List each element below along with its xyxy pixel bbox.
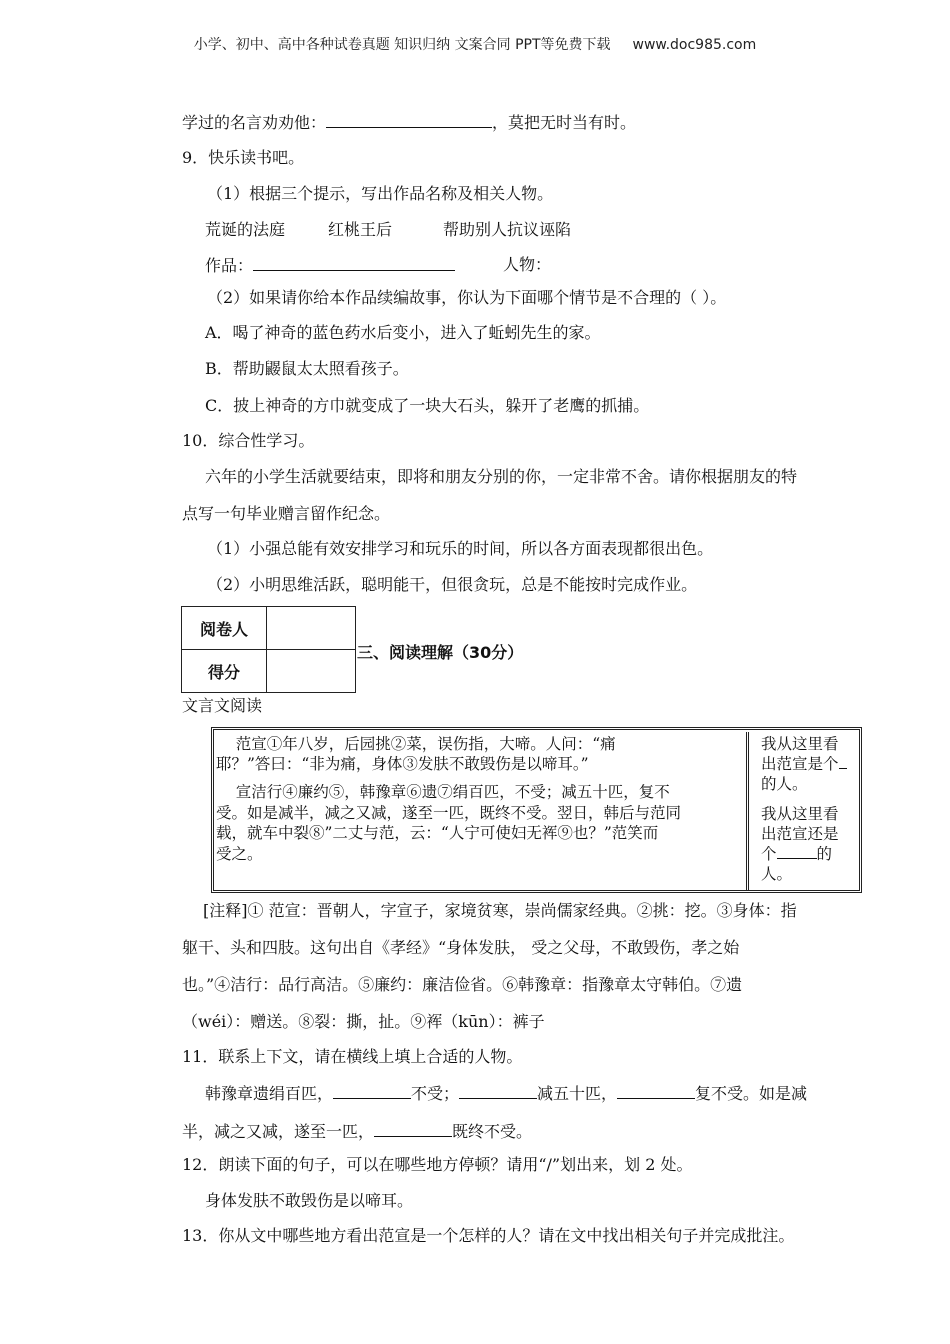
q12-sentence: 身体发肤不敢毁伤是以啼耳。: [205, 1191, 414, 1210]
passage-line: 受。如是减半，减之又减，遂至一匹，既终不受。翌日，韩后与范同: [216, 804, 682, 822]
q10-item1: （1）小强总能有效安排学习和玩乐的时间，所以各方面表现都很出色。: [207, 539, 714, 558]
q9-work-line: [205, 254, 455, 277]
q9-part2: （2）如果请你给本作品续编故事，你认为下面哪个情节是不合理的（ ）。: [207, 288, 727, 307]
passage-line: 受之。: [216, 845, 263, 863]
reviewer-label: 阅卷人: [182, 607, 267, 650]
q11-title: 11．联系上下文，请在横线上填上合适的人物。: [182, 1047, 523, 1066]
q11-text: 韩豫章遗绢百匹，: [205, 1084, 334, 1103]
note-line: 也。”④洁行：品行高洁。⑤廉约：廉洁俭省。⑥韩豫章：指豫章太守韩伯。⑦遗: [182, 975, 743, 994]
section-subtitle: 文言文阅读: [182, 696, 263, 715]
answer-blank[interactable]: [617, 1082, 695, 1099]
passage-divider: [746, 732, 749, 890]
q10-item2: （2）小明思维活跃，聪明能干，但很贪玩，总是不能按时完成作业。: [207, 575, 698, 594]
score-cell[interactable]: [267, 650, 356, 693]
page-header: [0, 34, 950, 54]
q9-person-label: 人物：: [503, 255, 552, 274]
q9-hint-3: 帮助别人抗议诬陷: [443, 220, 572, 239]
header-text: 小学、初中、高中各种试卷真题 知识归纳 文案合同 PPT等免费下载: [193, 37, 611, 53]
q11-text: 复不受。如是减: [695, 1084, 808, 1103]
note-line: [注释]① 范宣：晋朝人，字宣子，家境贫寒，崇尚儒家经典。②挑：挖。③身体：指: [203, 901, 797, 920]
q9-work-label: 作品：: [205, 256, 254, 275]
annotation-b-line4: 人。: [761, 865, 793, 883]
passage-line: 载，就车中裂⑧”二丈与范，云：“人宁可使妇无裈⑨也？”范笑而: [216, 824, 659, 842]
note-line: 躯干、头和四肢。这句出自《孝经》“身体发肤， 受之父母，不敢毁伤，孝之始: [182, 938, 740, 957]
annotation-a-line1: 我从这里看: [761, 735, 839, 753]
q11-text: 减五十匹，: [537, 1084, 618, 1103]
passage-line: 宣洁行④廉约⑤，韩豫章⑥遗⑦绢百匹，不受；减五十匹，复不: [216, 783, 670, 801]
score-table: [181, 606, 356, 693]
q11-line1: [205, 1082, 807, 1105]
annotation-blank[interactable]: [839, 754, 847, 769]
q11-line2: [182, 1120, 532, 1143]
annotation-b-line3: [761, 844, 832, 864]
q11-text: 不受；: [411, 1084, 460, 1103]
q8-tail-before: 学过的名言劝劝他：: [182, 113, 327, 132]
annotation-a-text: 出范宣是个: [761, 755, 839, 773]
q10-intro-line2: 点写一句毕业赠言留作纪念。: [182, 504, 391, 523]
q9-hint-2: 红桃王后: [328, 220, 393, 239]
q12-title: 12．朗读下面的句子，可以在哪些地方停顿？请用“/”划出来，划 2 处。: [182, 1155, 693, 1174]
annotation-a-line2: [761, 754, 847, 774]
q11-text: 既终不受。: [452, 1122, 533, 1141]
reviewer-cell[interactable]: [267, 607, 356, 650]
q13-title: 13．你从文中哪些地方看出范宣是一个怎样的人？请在文中找出相关句子并完成批注。: [182, 1226, 795, 1245]
annotation-blank[interactable]: [777, 844, 817, 859]
answer-blank[interactable]: [326, 111, 492, 128]
header-site: www.doc985.com: [632, 37, 757, 53]
passage-line: 范宣①年八岁，后园挑②菜，误伤指，大啼。人问：“痛: [216, 735, 616, 753]
answer-blank[interactable]: [333, 1082, 411, 1099]
answer-blank[interactable]: [459, 1082, 537, 1099]
q9-option-b: B．帮助鼹鼠太太照看孩子。: [205, 359, 409, 378]
note-line: （wéi）：赠送。⑧裂：撕，扯。⑨裈（kūn）：裤子: [182, 1012, 545, 1031]
annotation-a-line3: 的人。: [761, 775, 808, 793]
passage-line: 耶？”答曰：“非为痛，身体③发肤不敢毁伤是以啼耳。”: [216, 755, 589, 773]
score-label: 得分: [182, 650, 267, 693]
q10-intro-line1: 六年的小学生活就要结束，即将和朋友分别的你，一定非常不舍。请你根据朋友的特: [205, 467, 798, 486]
q8-tail-line: [182, 111, 636, 134]
q10-title: 10．综合性学习。: [182, 431, 315, 450]
annotation-b-text: 个: [761, 845, 777, 863]
q9-hint-1: 荒诞的法庭: [205, 220, 286, 239]
q9-option-c: C．披上神奇的方巾就变成了一块大石头，躲开了老鹰的抓捕。: [205, 396, 650, 415]
q8-tail-after: ，莫把无时当有时。: [492, 113, 637, 132]
annotation-b-text: 的: [816, 845, 833, 863]
answer-blank[interactable]: [374, 1120, 452, 1137]
section-title: 三、阅读理解（30分）: [357, 643, 524, 662]
annotation-b-line2: 出范宣还是: [761, 825, 839, 843]
q9-part1: （1）根据三个提示，写出作品名称及相关人物。: [207, 184, 554, 203]
work-answer-blank[interactable]: [253, 254, 455, 271]
q11-text: 半，减之又减，遂至一匹，: [182, 1122, 375, 1141]
q9-option-a: A．喝了神奇的蓝色药水后变小，进入了蚯蚓先生的家。: [205, 323, 601, 342]
q9-title: 9．快乐读书吧。: [182, 148, 305, 167]
annotation-b-line1: 我从这里看: [761, 805, 839, 823]
